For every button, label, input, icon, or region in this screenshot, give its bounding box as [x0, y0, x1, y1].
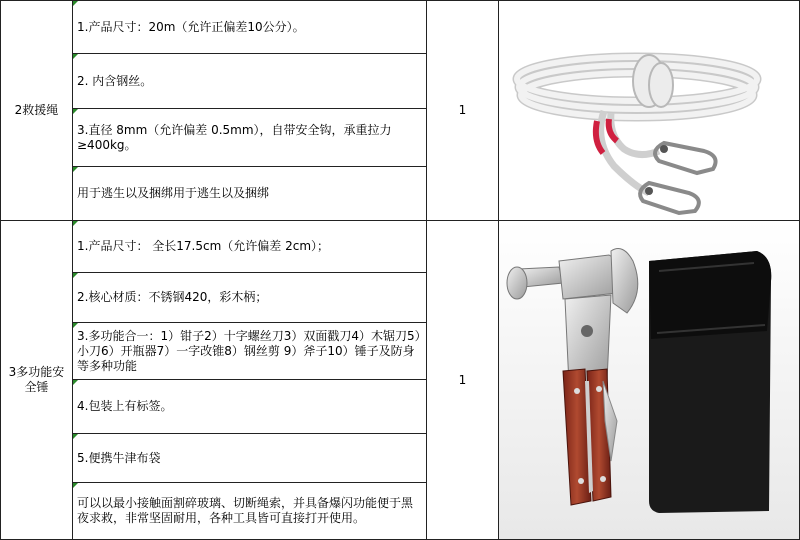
- rope-coil-icon: [499, 1, 799, 220]
- spec-text: 3.直径 8mm（允许偏差 0.5mm），自带安全钩，承重拉力≥400kg。: [77, 122, 392, 152]
- spec-cell: [73, 323, 426, 379]
- spec-cell: [73, 483, 426, 539]
- quantity: 1: [458, 372, 467, 387]
- spec-text: 5.便携牛津布袋: [77, 450, 161, 465]
- spec-cell: [73, 273, 426, 322]
- spec-text: 可以以最小接触面割碎玻璃、切断绳索，并具备爆闪功能便于黑夜求救，非常坚固耐用，各种工具皆可直接打开使用。: [77, 496, 414, 525]
- spec-cell: [73, 54, 426, 108]
- product-name-cell: [1, 221, 72, 539]
- multi-tool-image: [499, 221, 799, 539]
- spec-text: 1.产品尺寸： 全长17.5cm（允许偏差 2cm）；: [77, 239, 330, 253]
- spec-text: 4.包装上有标签。: [77, 399, 173, 413]
- multi-tool-hammer-icon: [499, 221, 799, 539]
- spec-cell: [73, 109, 426, 166]
- spec-cell: [73, 221, 426, 272]
- product-name-cell: [1, 1, 72, 220]
- spec-text: 2.核心材质：不锈钢420，彩木柄；: [77, 290, 268, 304]
- quantity: 1: [458, 103, 467, 117]
- spec-text: 2. 内含钢丝。: [77, 73, 153, 88]
- product-name: 2救援绳: [14, 103, 59, 117]
- quantity-cell: [427, 1, 498, 220]
- spec-text: 1.产品尺寸：20m（允许正偏差10公分）。: [77, 19, 305, 34]
- spec-cell: [73, 434, 426, 482]
- quantity-cell: [427, 221, 498, 539]
- spec-cell: [73, 380, 426, 433]
- spec-text: 3.多功能合一：1）钳子2）十字螺丝刀3）双面戳刀4）木锯刀5）小刀6）开瓶器7）一字改锥8）钢丝剪 9）斧子10）锤子及防身等多种功能: [77, 328, 421, 373]
- spec-cell: [73, 167, 426, 220]
- product-name: 3多功能安全锤: [8, 365, 65, 394]
- spec-text: 用于逃生以及捆绑用于逃生以及捆绑: [77, 186, 270, 200]
- spec-cell: [73, 1, 426, 53]
- rope-image: [499, 1, 799, 220]
